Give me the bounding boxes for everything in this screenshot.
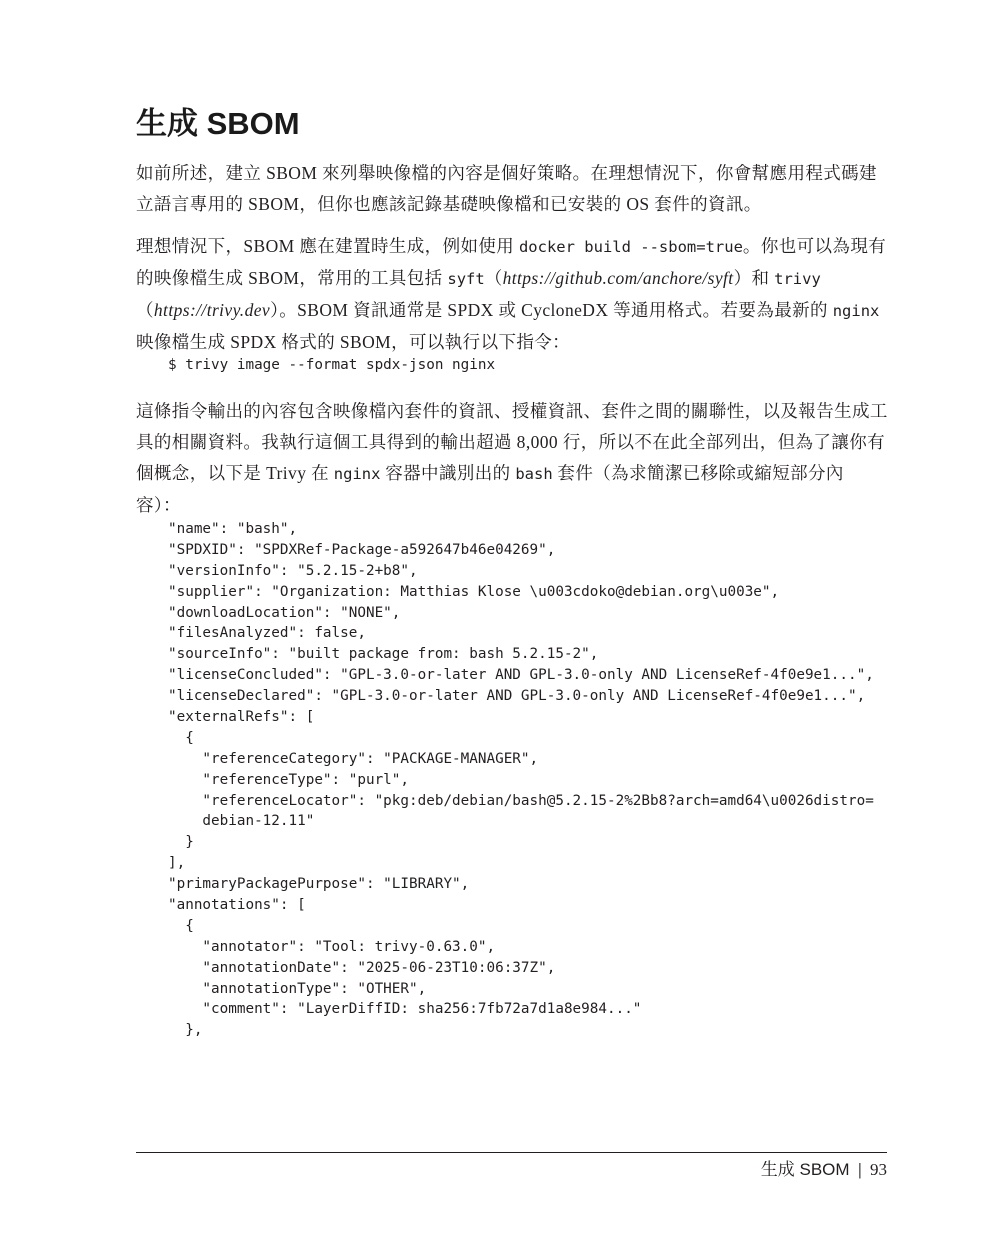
code-line: "annotator": "Tool: trivy-0.63.0", bbox=[168, 938, 496, 955]
code-line: } bbox=[168, 834, 194, 851]
footer-section-title: 生成 SBOM bbox=[760, 1160, 850, 1179]
code-line: "downloadLocation": "NONE", bbox=[168, 604, 401, 621]
code-line: "annotationDate": "2025-06-23T10:06:37Z", bbox=[168, 959, 556, 976]
inline-code-bash: bash bbox=[515, 465, 553, 483]
code-line: "externalRefs": [ bbox=[168, 709, 315, 726]
text-run: 這條指令輸出的內容包含映像檔內套件的資訊、授權資訊、套件之間的關聯性，以及報告生成工具的相關資料。我執行這個工具得到的輸出超過 8,000 行，所以不在此全部列出，但為了讓你有個概念，以下是 Trivy 在 bbox=[136, 401, 888, 483]
code-line: }, bbox=[168, 1022, 203, 1039]
text-run: （ bbox=[484, 268, 503, 288]
code-line: { bbox=[168, 729, 194, 746]
code-line: "referenceLocator": "pkg:deb/debian/bash@5.2.15-2%2Bb8?arch=amd64\u0026distro= bbox=[168, 792, 874, 809]
footer-separator: | bbox=[857, 1160, 862, 1179]
command-block: $ trivy image --format spdx-json nginx bbox=[168, 357, 496, 373]
section-heading: 生成 SBOM bbox=[136, 106, 300, 141]
code-line: "sourceInfo": "built package from: bash 5.2.15-2", bbox=[168, 646, 599, 663]
code-line: "filesAnalyzed": false, bbox=[168, 625, 366, 642]
code-line: "annotations": [ bbox=[168, 897, 306, 914]
page-footer bbox=[761, 1157, 887, 1183]
text-run: 容器中識別出的 bbox=[380, 463, 516, 483]
code-line: debian-12.11" bbox=[168, 813, 315, 830]
code-line: "annotationType": "OTHER", bbox=[168, 980, 427, 997]
text-run: ）。SBOM 資訊通常是 SPDX 或 CycloneDX 等通用格式。若要為最新的 bbox=[270, 300, 833, 320]
code-line: "comment": "LayerDiffID: sha256:7fb72a7d1a8e984..." bbox=[168, 1001, 642, 1018]
text-run: 套件（為求簡潔已移除或縮短部分內容）： bbox=[136, 463, 844, 515]
code-line: "versionInfo": "5.2.15-2+b8", bbox=[168, 562, 418, 579]
text-run: 映像檔生成 SPDX 格式的 SBOM，可以執行以下指令： bbox=[136, 332, 571, 352]
text-run: ）和 bbox=[733, 268, 775, 288]
inline-code-docker-build: docker build --sbom=true bbox=[518, 238, 743, 256]
inline-code-nginx: nginx bbox=[832, 302, 880, 320]
code-line: "name": "bash", bbox=[168, 521, 298, 537]
paragraph-intro: 如前所述，建立 SBOM 來列舉映像檔的內容是個好策略。在理想情況下，你會幫應用程式碼建立語言專用的 SBOM，但你也應該記錄基礎映像檔和已安裝的 OS 套件的資訊。 bbox=[136, 163, 877, 214]
code-line: "referenceType": "purl", bbox=[168, 771, 410, 788]
inline-code-nginx: nginx bbox=[333, 465, 381, 483]
text-run: （ bbox=[136, 300, 154, 320]
code-line: "primaryPackagePurpose": "LIBRARY", bbox=[168, 876, 470, 893]
json-code-block bbox=[168, 519, 874, 1041]
code-line: "referenceCategory": "PACKAGE-MANAGER", bbox=[168, 750, 539, 767]
footer-divider bbox=[136, 1152, 887, 1153]
paragraph-output-description bbox=[136, 396, 888, 521]
inline-code-trivy: trivy bbox=[774, 270, 821, 288]
text-run: 。你也可以為現有的映像檔生成 SBOM，常用的工具包括 bbox=[136, 236, 887, 288]
url-trivy: https://trivy.dev bbox=[153, 300, 271, 320]
code-line: "licenseDeclared": "GPL-3.0-or-later AND GPL-3.0-only AND LicenseRef-4f0e9e1...", bbox=[168, 688, 866, 705]
code-line: { bbox=[168, 917, 194, 934]
code-line: "supplier": "Organization: Matthias Klose \u003cdoko@debian.org\u003e", bbox=[168, 583, 780, 600]
url-syft: https://github.com/anchore/syft bbox=[502, 268, 734, 288]
code-line: "licenseConcluded": "GPL-3.0-or-later AND GPL-3.0-only AND LicenseRef-4f0e9e1...", bbox=[168, 667, 874, 684]
paragraph-sbom-tools bbox=[136, 231, 888, 358]
code-line: "SPDXID": "SPDXRef-Package-a592647b46e04269", bbox=[168, 541, 556, 558]
text-run: 理想情況下，SBOM 應在建置時生成，例如使用 bbox=[136, 236, 519, 256]
inline-code-syft: syft bbox=[447, 270, 485, 288]
code-line: ], bbox=[168, 855, 186, 872]
page-number: 93 bbox=[870, 1160, 887, 1179]
